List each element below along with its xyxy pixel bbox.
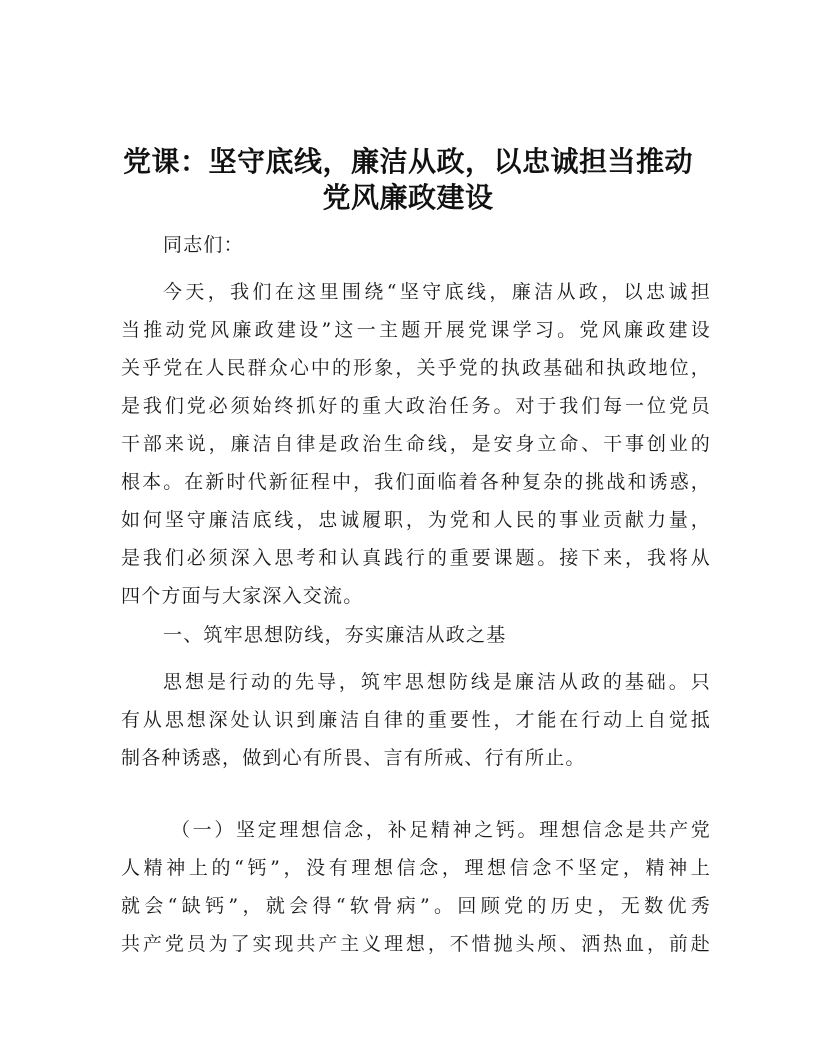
paragraph-section-1-intro — [121, 667, 711, 781]
paragraph-line: 有从思想深处认识到廉洁自律的重要性，才能在行动上自觉抵 — [121, 709, 711, 731]
paragraph-line: 思想是行动的先导，筑牢思想防线是廉洁从政的基础。只 — [163, 671, 711, 693]
paragraph-line: 如何坚守廉洁底线，忠诚履职，为党和人民的事业贡献力量， — [121, 509, 711, 531]
paragraph-line: 当推动党风廉政建设”这一主题开展党课学习。党风廉政建设 — [121, 319, 711, 341]
paragraph-line: 共产党员为了实现共产主义理想，不惜抛头颅、洒热血，前赴 — [121, 933, 711, 955]
salutation-text: 同志们： — [163, 234, 244, 256]
paragraph-line: 人精神上的“钙”，没有理想信念，理想信念不坚定，精神上 — [121, 857, 711, 879]
paragraph-line: 是我们必须深入思考和认真践行的重要课题。接下来，我将从 — [121, 547, 711, 569]
paragraph-line: 根本。在新时代新征程中，我们面临着各种复杂的挑战和诱惑， — [121, 471, 711, 493]
paragraph-line: 关乎党在人民群众心中的形象，关乎党的执政基础和执政地位， — [121, 357, 711, 379]
paragraph-line: 是我们党必须始终抓好的重大政治任务。对于我们每一位党员 — [121, 395, 711, 417]
paragraph-subsection-1 — [121, 815, 711, 967]
paragraph-line: 四个方面与大家深入交流。 — [121, 585, 364, 607]
section-heading-text: 一、筑牢思想防线，夯实廉洁从政之基 — [163, 624, 507, 646]
paragraph-line: 干部来说，廉洁自律是政治生命线，是安身立命、干事创业的 — [121, 433, 711, 455]
paragraph-intro — [121, 277, 711, 619]
document-title-line-1: 党课：坚守底线，廉洁从政，以忠诚担当推动 — [122, 145, 693, 178]
section-heading-1 — [121, 620, 711, 658]
document-title-line-2: 党风廉政建设 — [322, 181, 494, 214]
paragraph-line: 制各种诱惑，做到心有所畏、言有所戒、行有所止。 — [121, 747, 586, 769]
salutation — [121, 230, 711, 268]
paragraph-line: （一）坚定理想信念，补足精神之钙。理想信念是共产党 — [171, 819, 711, 841]
paragraph-line: 今天，我们在这里围绕“坚守底线，廉洁从政，以忠诚担 — [163, 281, 711, 303]
paragraph-line: 就会“缺钙”，就会得“软骨病”。回顾党的历史，无数优秀 — [121, 895, 711, 917]
